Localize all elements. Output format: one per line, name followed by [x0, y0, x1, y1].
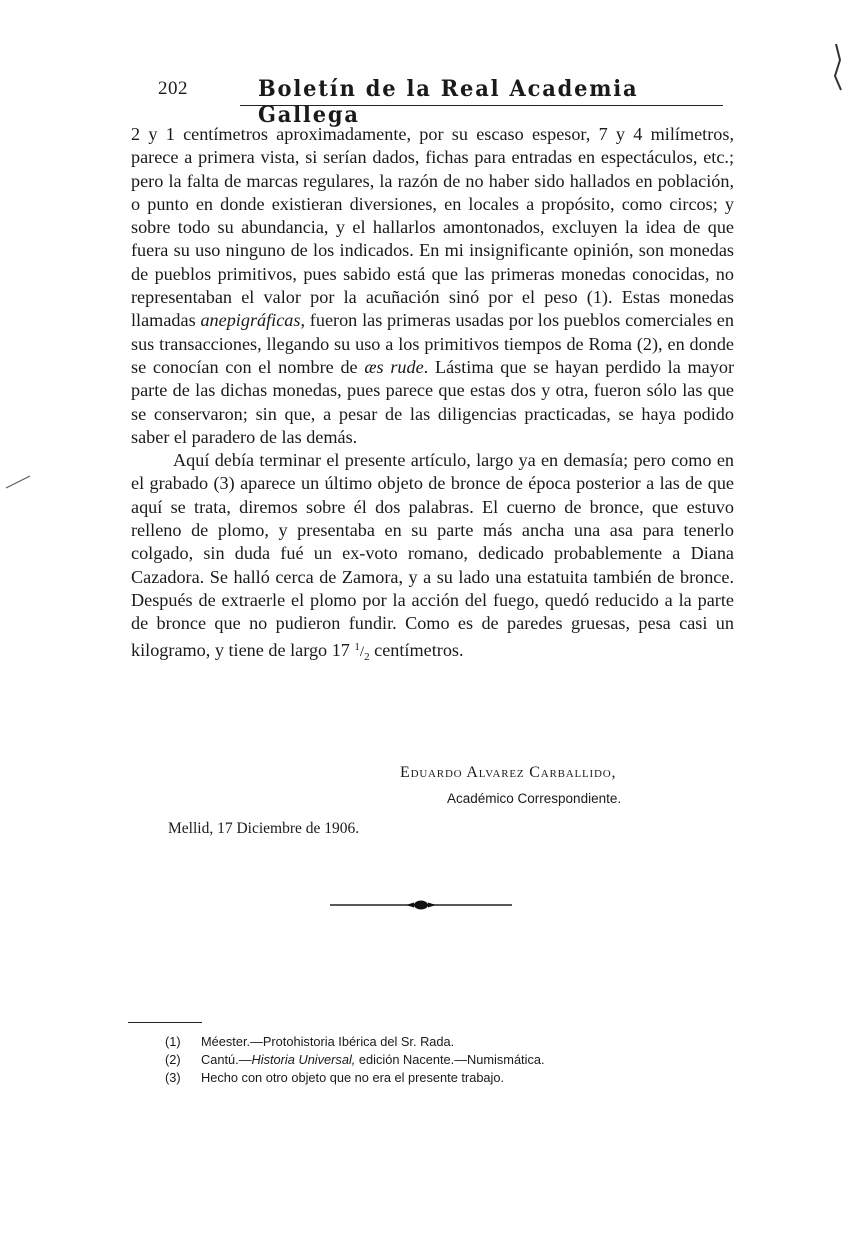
italic-term: æs rude: [364, 356, 424, 377]
paragraph-2: Aquí debía terminar el presente artículo, largo ya en demasía; pero como en el grabado (3) aparece un último objeto de bronce de época posterior a las de que aquí se trata, diremos sobre él dos palabras. El cuerno de bronce, que estuvo relleno de plomo, y presentaba en su parte más ancha una asa para tenerlo colgado, sin duda fué un ex-voto romano, dedicado probablemente a Diana Cazadora. Se halló cerca de Zamora, y a su lado una estatuita también de bronce. Después de extraerle el plomo por la acción del fuego, quedó reducido a la parte de bronce que no pudieron fundir. Como es de paredes gruesas, pesa casi un kilogramo, y tiene de largo 17 $^1/_2$ centímetros.: [131, 450, 734, 663]
running-title: Boletín de la Real Academia Gallega: [258, 74, 639, 128]
article-body: [131, 123, 734, 669]
page-edge-mark: [828, 40, 848, 130]
section-end-ornament: [330, 896, 512, 914]
footnote-3: (3) Hecho con otro objeto que no era el presente trabajo.: [165, 1070, 505, 1085]
page-number: 202: [158, 78, 188, 99]
length-fraction: $^1/_2$: [354, 640, 370, 663]
footnotes: [165, 1033, 545, 1087]
italic-term: anepigráficas: [200, 310, 301, 331]
paragraph-1: 2 y 1 centímetros aproximadamente, por su escaso espesor, 7 y 4 milímetros, parece a primera vista, si serían dados, fichas para entradas en espectáculos, etc.; pero la falta de marcas regulares, la razón de no haber sido hallados en población, o punto en donde existieran diversiones, en locales a propósito, como circos; y sobre todo su abundancia, y el hallarlos amontonados, excluyen la idea de que fuera su uso ninguno de los indicados. En mi insignificante opinión, son monedas de pueblos primitivos, pues sabido está que las primeras monedas conocidas, no representaban el valor por la acuñación sinó por el peso (1). Estas monedas llamadas anepigráficas, fueron las primeras usadas por los pueblos comerciales en sus transacciones, llegando su uso a los primitivos tiempos de Roma (2), en donde se conocían con el nombre de æs rude. Lástima que se hayan perdido la mayor parte de las dichas monedas, pues parece que estas dos y otra, fueron sólo las que se conservaron; sin que, a pesar de las diligencias practicadas, se haya podido saber el paradero de las demás.: [131, 124, 734, 447]
author-signature: Eduardo Alvarez Carballido,: [400, 764, 617, 781]
footnote-2: (2) Cantú.—Historia Universal, edición Nacente.—Numismática.: [165, 1052, 545, 1067]
page-header: [158, 74, 723, 128]
header-rule: [240, 105, 723, 106]
footnote-1: (1) Méester.—Protohistoria Ibérica del Sr. Rada.: [165, 1034, 455, 1049]
author-role: Académico Correspondiente.: [447, 791, 622, 806]
margin-scratch-mark: [4, 472, 34, 492]
dateline: Mellid, 17 Diciembre de 1906.: [168, 820, 360, 837]
footnote-rule: [128, 1022, 202, 1023]
length-value: 17: [331, 639, 350, 660]
